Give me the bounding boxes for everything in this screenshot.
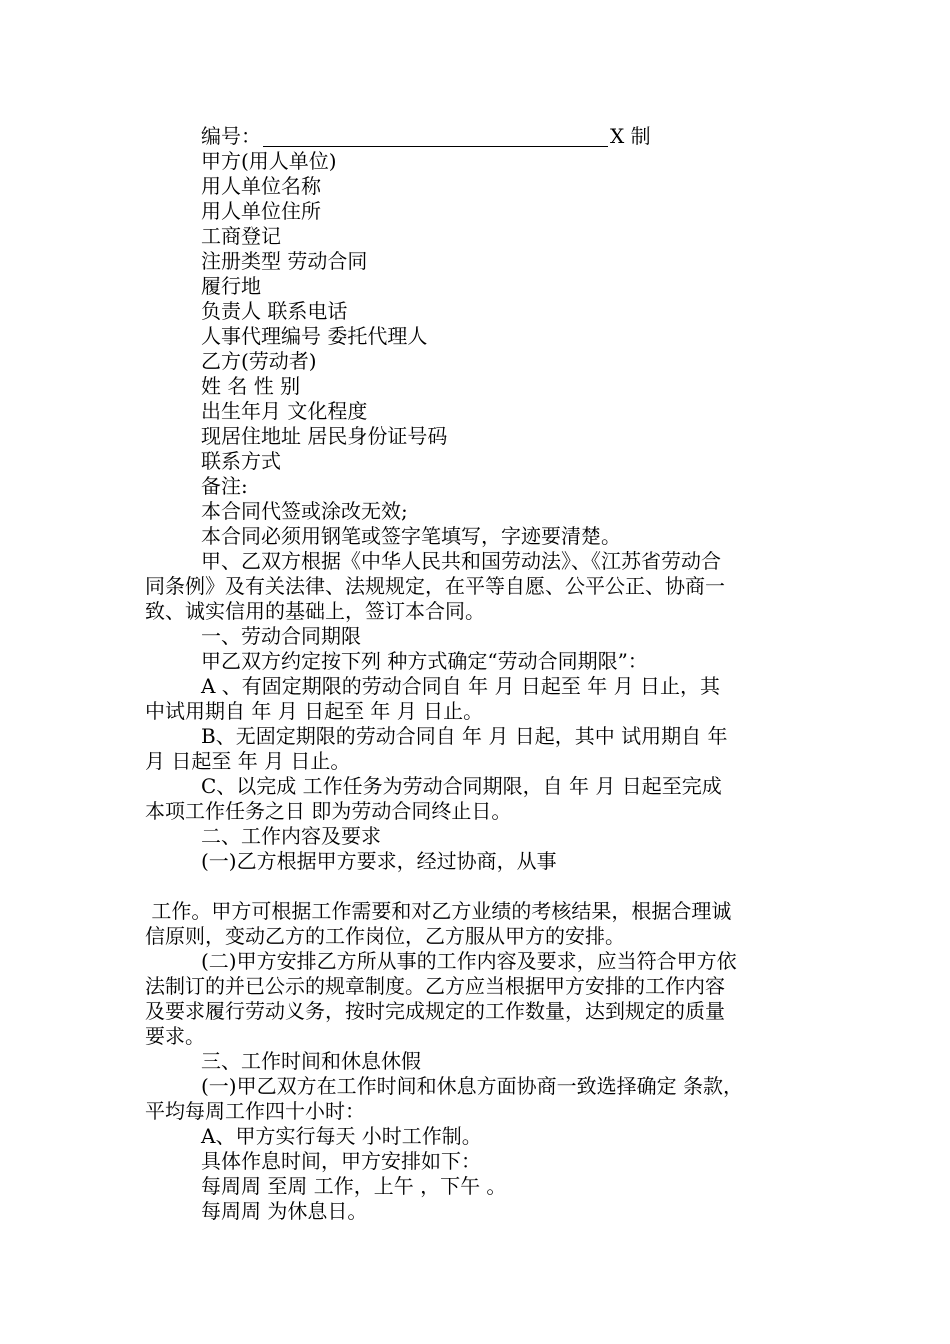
contract-number-label: 编号： — [201, 124, 261, 148]
section3-line: A、甲方实行每天 小时工作制。 — [201, 1124, 482, 1148]
section2-heading: 二、工作内容及要求 — [201, 824, 381, 848]
section2-item2: (二)甲方安排乙方所从事的工作内容及要求，应当符合甲方依 — [201, 949, 737, 973]
section2-item1: 信原则，变动乙方的工作岗位，乙方服从甲方的安排。 — [145, 924, 625, 948]
party-a-title: 甲方(用人单位) — [201, 149, 337, 173]
section1-option-a: A 、有固定期限的劳动合同自 年 月 日起至 年 月 日止，其 — [201, 674, 720, 698]
preamble-line: 同条例》及有关法律、法规规定，在平等自愿、公平公正、协商一 — [145, 574, 725, 598]
party-b-field: 姓 名 性 别 — [201, 374, 301, 398]
section2-item1: 工作。甲方可根据工作需要和对乙方业绩的考核结果，根据合理诚 — [145, 899, 732, 923]
party-a-field: 工商登记 — [201, 224, 281, 248]
section1-intro: 甲乙双方约定按下列 种方式确定“劳动合同期限”： — [201, 649, 648, 673]
section1-option-c: C、以完成 工作任务为劳动合同期限，自 年 月 日起至完成 — [201, 774, 722, 798]
section1-option-b: 月 日起至 年 月 日止。 — [145, 749, 351, 773]
section1-option-c: 本项工作任务之日 即为劳动合同终止日。 — [145, 799, 512, 823]
party-b-title: 乙方(劳动者) — [201, 349, 317, 373]
party-a-field: 负责人 联系电话 — [201, 299, 348, 323]
section3-line: 具体作息时间，甲方安排如下： — [201, 1149, 481, 1173]
section3-item1: 平均每周工作四十小时： — [145, 1099, 365, 1123]
section3-item1: (一)甲乙双方在工作时间和休息方面协商一致选择确定 条款， — [201, 1074, 743, 1098]
notes-label: 备注: — [201, 474, 248, 498]
section2-item1: (一)乙方根据甲方要求，经过协商，从事 — [201, 849, 557, 873]
section3-line: 每周周 为休息日。 — [201, 1199, 368, 1223]
party-b-field: 现居住地址 居民身份证号码 — [201, 424, 448, 448]
section3-line: 每周周 至周 工作，上午 ，下午 。 — [201, 1174, 507, 1198]
section1-option-b: B、无固定期限的劳动合同自 年 月 日起，其中 试用期自 年 — [201, 724, 728, 748]
section3-heading: 三、工作时间和休息休假 — [201, 1049, 421, 1073]
party-a-field: 注册类型 劳动合同 — [201, 249, 368, 273]
note-item: 本合同代签或涂改无效; — [201, 499, 408, 523]
contract-number-line — [201, 124, 651, 149]
section2-item2: 要求。 — [145, 1024, 205, 1048]
note-item: 本合同必须用钢笔或签字笔填写，字迹要清楚。 — [201, 524, 621, 548]
contract-number-blank — [263, 146, 608, 147]
contract-number-suffix: X 制 — [610, 124, 651, 148]
party-b-field: 出生年月 文化程度 — [201, 399, 368, 423]
section1-option-a: 中试用期自 年 月 日起至 年 月 日止。 — [145, 699, 484, 723]
preamble-line: 甲、乙双方根据《中华人民共和国劳动法》、《江苏省劳动合 — [201, 549, 721, 573]
section1-heading: 一、劳动合同期限 — [201, 624, 361, 648]
party-a-field: 用人单位名称 — [201, 174, 321, 198]
section2-item2: 法制订的并已公示的规章制度。乙方应当根据甲方安排的工作内容 — [145, 974, 725, 998]
party-a-field: 履行地 — [201, 274, 261, 298]
party-b-field: 联系方式 — [201, 449, 281, 473]
party-a-field: 用人单位住所 — [201, 199, 321, 223]
section2-item2: 及要求履行劳动义务，按时完成规定的工作数量，达到规定的质量 — [145, 999, 725, 1023]
preamble-line: 致、诚实信用的基础上，签订本合同。 — [145, 599, 485, 623]
party-a-field: 人事代理编号 委托代理人 — [201, 324, 428, 348]
